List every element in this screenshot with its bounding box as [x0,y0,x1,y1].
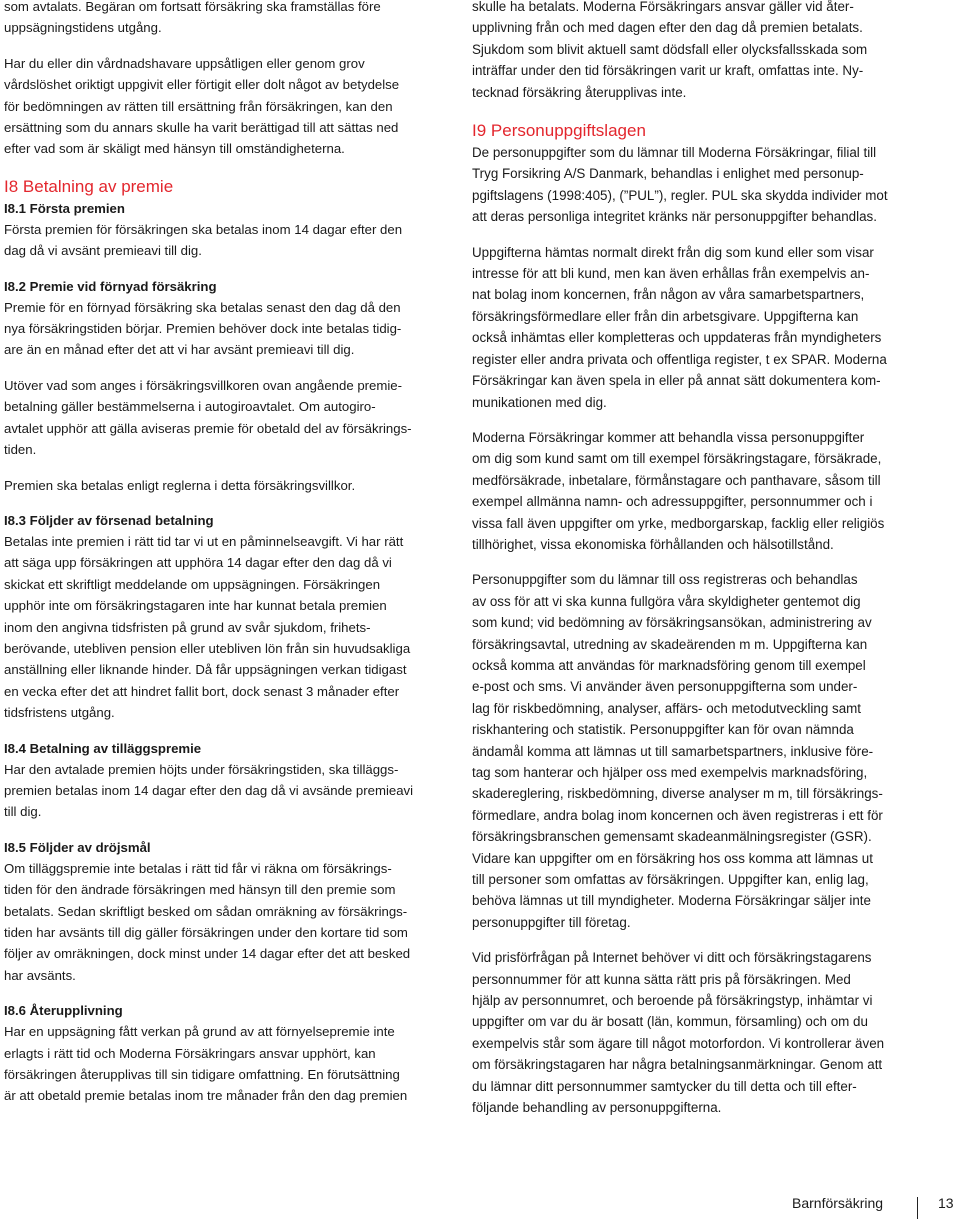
text-line: om dig som kund samt om till exempel försäkringstagare, försäkrade, [472,451,882,467]
paragraph [4,858,452,986]
text-line: betalats. Sedan skriftligt besked om sådan omräkning av försäkrings- [4,903,408,919]
text-line: lag för riskbedömning, analyser, affärs- och metodutveckling samt [472,700,862,716]
text-line: inträffar under den tid försäkringen varit ur kraft, omfattas inte. Ny- [472,63,864,79]
text-line: om försäkringstagaren har några betalningsanmärkningar. Genom att [472,1057,883,1073]
subsection-title: I8.4 Betalning av tilläggspremie [4,740,202,756]
paragraph [4,297,452,361]
text-line: personuppgifter till företag. [472,914,631,930]
text-line: Utöver vad som anges i försäkringsvillkoren ovan angående premie- [4,377,403,393]
text-line: Betalas inte premien i rätt tid tar vi ut en påminnelseavgift. Vi har rätt [4,533,404,549]
paragraph [472,947,954,1118]
text-line: ersättning som du annars skulle ha varit berättigad till att sättas ned [4,120,399,136]
paragraph [4,759,452,823]
text-line: tidsfristens utgång. [4,705,115,721]
text-line: Vid prisförfrågan på Internet behöver vi ditt och försäkringstagarens [472,950,872,966]
text-line: erlagts i rätt tid och Moderna Försäkringars ansvar upphört, kan [4,1045,376,1061]
text-line: skickat ett skriftligt meddelande om uppsägningen. Försäkringen [4,576,381,592]
text-line: tiden har avsänts till dig gäller försäkringen under den kortare tid som [4,925,408,940]
text-line: behöva lämnas ut till myndigheter. Moderna Försäkringar säljer inte [472,893,871,909]
paragraph [4,1021,452,1107]
text-line: anställning eller liknande hinder. Då får uppsägningen verkan tidigast [4,662,407,678]
text-line: exempel allmänna namn- och adressuppgifter, personnummer och i [472,494,873,510]
subsection-title: I8.2 Premie vid förnyad försäkring [4,278,217,294]
text-line: som avtalats. Begäran om fortsatt försäkring ska framställas före [4,0,381,14]
text-line: Om tilläggspremie inte betalas i rätt tid får vi räkna om försäkrings- [4,860,392,876]
text-line: nat bolag inom koncernen, från någon av våra samarbetspartners, [472,287,865,303]
text-line: försäkringsavtal, utredning av skadeärenden m m. Uppgifterna kan [472,636,868,652]
text-line: till dig. [4,804,42,820]
paragraph [4,375,452,461]
subsection-title: I8.3 Följder av försenad betalning [4,512,214,528]
text-line: uppsägningstidens utgång. [4,20,162,36]
text-line: vissa fall även uppgifter om yrke, medborgarskap, facklig eller religiös [472,515,885,531]
footer-label: Barnförsäkring [792,1195,884,1211]
text-line: pgiftslagens (1998:405), (”PUL”), regler. PUL ska skydda individer mot [472,187,888,203]
text-line: upplivning från och med dagen efter den dag då premien betalats. [472,20,863,36]
text-line: att säga upp försäkringen att upphöra 14 dagar efter den dag då vi [4,555,392,571]
section-title-i8: I8 Betalning av premie [4,176,174,196]
text-line: register eller andra privata och offentliga register, t ex SPAR. Moderna [472,351,887,367]
paragraph [472,0,954,103]
text-line: av oss för att vi ska kunna fullgöra våra skyldigheter gentemot dig [472,593,861,609]
text-line: exempelvis står som ägare till något motorfordon. Vi kontrollerar även [472,1035,885,1051]
paragraph [4,531,452,724]
text-line: har avsänts. [4,967,76,983]
intro-paragraph [4,0,452,39]
text-line: skulle ha betalats. Moderna Försäkringars ansvar gäller vid åter- [472,0,854,14]
section-title-i9: I9 Personuppgiftslagen [472,121,646,141]
text-line: inom den angivna tidsfristen på grund av svår sjukdom, frihets- [4,619,371,635]
paragraph [4,219,452,262]
text-line: Vidare kan uppgifter om en försäkring hos oss komma att lämnas ut [472,850,873,866]
left-column [4,0,452,1107]
text-line: som kund; vid bedömning av försäkringsansökan, administrering av [472,615,872,631]
paragraph [4,53,452,160]
text-line: premien betalas inom 14 dagar efter den dag då vi avsände premieavi [4,782,414,798]
text-line: en vecka efter det att hindret fallit bort, dock senast 3 månader efter [4,683,400,699]
text-line: du lämnar ditt personnummer samtycker du till detta och till efter- [472,1078,857,1094]
text-line: följande behandling av personuppgifterna. [472,1100,722,1116]
paragraph [472,427,954,555]
text-line: e-post och sms. Vi använder även personuppgifterna som under- [472,679,858,695]
text-line: efter vad som är skäligt med hänsyn till omständigheterna. [4,141,345,157]
text-line: De personuppgifter som du lämnar till Moderna Försäkringar, filial till [472,145,877,161]
text-line: are än en månad efter det att vi har avsänt premieavi till dig. [4,342,355,358]
text-line: medförsäkrade, inbetalare, förmånstagare och panthavare, såsom till [472,472,881,488]
text-line: tillhörighet, vissa ekonomiska förhållanden och hälsotillstånd. [472,536,834,552]
text-line: tag som hanterar och hjälper oss med exempelvis marknadsföring, [472,765,868,780]
text-line: vårdslöshet oriktigt uppgivit eller förtigit eller dolt något av betydelse [4,77,400,93]
right-column [472,0,954,1119]
text-line: Sjukdom som blivit aktuell samt dödsfall eller olycksfallsskada som [472,41,868,57]
text-line: personnummer för att kunna sätta rätt pris på försäkringen. Med [472,971,851,987]
text-line: Har du eller din vårdnadshavare uppsåtligen eller genom grov [4,55,365,71]
text-line: är att obetald premie betalas inom tre månader från den dag premien [4,1088,408,1104]
subsection-title: I8.1 Första premien [4,200,125,216]
text-line: hjälp av personnumret, och beroende på försäkringstyp, inhämtar vi [472,993,873,1009]
paragraph [4,475,452,496]
text-line: avtalet upphör att gälla aviseras premie för obetald del av försäkrings- [4,420,412,436]
text-line: Första premien för försäkringen ska betalas inom 14 dagar efter den [4,221,403,237]
text-line: tiden för den ändrade försäkringen med hänsyn till den premie som [4,882,396,898]
text-line: riskhantering och statistik. Personuppgifter kan för ovan nämnda [472,722,854,738]
text-line: till personer som omfattas av försäkringen. Uppgifter kan, enlig lag, [472,872,869,888]
text-line: försäkringsförmedlare eller från din arbetsgivare. Uppgifterna kan [472,308,859,324]
paragraph [472,142,954,228]
text-line: försäkringsbranschen gemensamt skadeanmälningsregister (GSR). [472,829,872,845]
text-line: dag då vi avsänt premieavi till dig. [4,243,202,259]
subsection-title: I8.5 Följder av dröjsmål [4,839,151,855]
text-line: Har en uppsägning fått verkan på grund av att förnyelsepremie inte [4,1024,395,1040]
text-line: upphör inte om försäkringstagaren inte har kunnat betala premien [4,598,387,614]
text-line: följer av omräkningen, dock minst under 14 dagar efter det att besked [4,946,411,962]
text-line: skadereglering, riskbedömning, diverse analyser m m, till försäkrings- [472,786,883,802]
subsection-title: I8.6 Återupplivning [4,1003,123,1019]
text-line: betalning gäller bestämmelserna i autogiroavtalet. Om autogiro- [4,399,376,415]
text-line: Personuppgifter som du lämnar till oss registreras och behandlas [472,572,858,588]
text-line: Uppgifterna hämtas normalt direkt från dig som kund eller som visar [472,244,874,260]
paragraph [472,242,954,413]
footer-divider [917,1197,918,1219]
text-line: Moderna Försäkringar kommer att behandla vissa personuppgifter [472,429,865,445]
text-line: Har den avtalade premien höjts under försäkringstiden, ska tilläggs- [4,761,399,777]
text-line: ändamål komma att lämnas ut till samarbetspartners, inklusive före- [472,743,874,759]
text-line: Försäkringar kan även spela in eller på annat sätt dokumentera kom- [472,373,881,389]
text-line: munikationen med dig. [472,394,607,410]
text-line: intresse för att bli kund, men kan även erhållas från exempelvis an- [472,266,870,282]
text-line: nya försäkringstiden börjar. Premien behöver dock inte betalas tidig- [4,321,402,337]
text-line: Premien ska betalas enligt reglerna i detta försäkringsvillkor. [4,477,356,493]
text-line: Tryg Forsikring A/S Danmark, behandlas i enlighet med personup- [472,166,864,182]
text-line: berövande, utebliven pension eller utebliven lön från sin huvudsakliga [4,640,411,656]
page-footer [792,1195,954,1211]
text-line: uppgifter om var du är bosatt (län, kommun, församling) och om du [472,1014,868,1030]
text-line: att deras personliga integritet kränks när personuppgifter behandlas. [472,209,877,225]
text-line: tecknad försäkring återupplivas inte. [472,84,687,100]
text-line: också komma att användas för marknadsföring genom till exempel [472,657,866,673]
text-line: för bedömningen av rätten till ersättning från försäkringen, kan den [4,98,393,114]
text-line: försäkringen återupplivas till sin tidigare omfattning. En förutsättning [4,1067,400,1083]
text-line: förmedlare, andra bolag inom koncernen och även registreras i ett för [472,807,883,823]
page-number: 13 [938,1195,954,1211]
paragraph [472,569,954,933]
text-line: Premie för en förnyad försäkring ska betalas senast den dag då den [4,299,401,315]
text-line: också inhämtas eller kompletteras och uppdateras från myndigheters [472,330,882,346]
text-line: tiden. [4,442,37,458]
